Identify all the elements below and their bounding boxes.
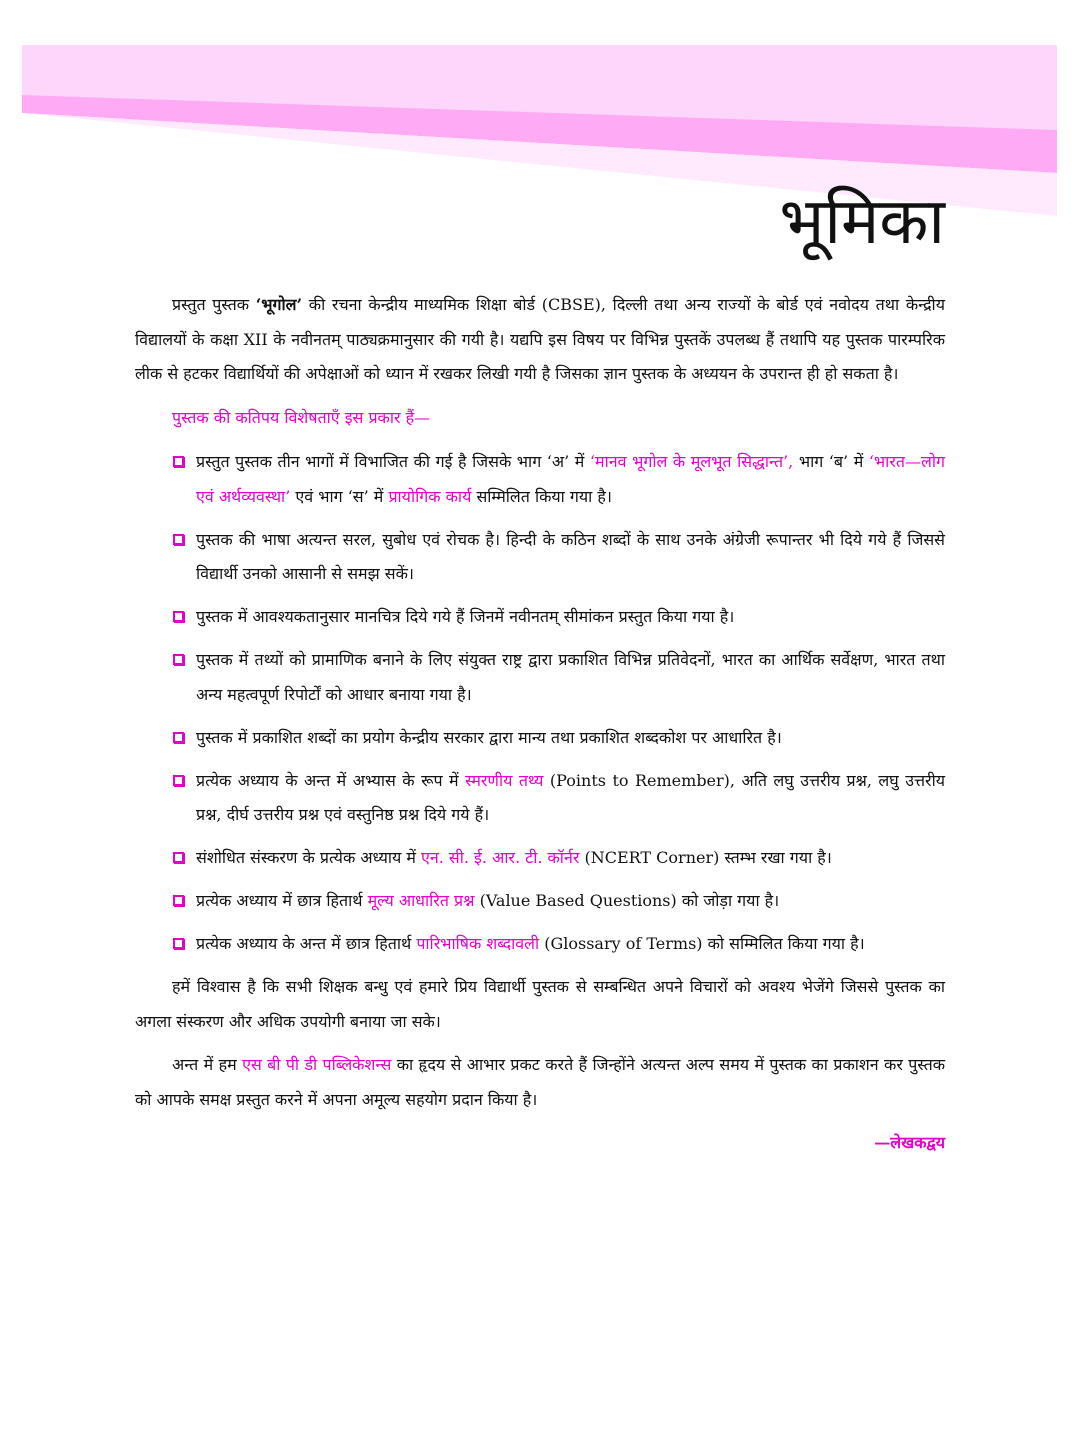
text-segment: हमें विश्वास है कि सभी शिक्षक बन्धु एवं हमारे प्रिय विद्यार्थी पुस्तक से सम्बन्धित अपने विचारों को अवश्य भेजेंगे जिससे पुस्तक का अगला संस्करण और अधिक उपयोगी बनाया जा सके। bbox=[135, 977, 945, 1031]
highlighted-text: मूल्य आधारित प्रश्न bbox=[367, 891, 475, 910]
closing-paragraphs bbox=[135, 970, 945, 1117]
feature-list-item bbox=[135, 927, 945, 962]
text-segment: (Glossary of Terms) को सम्मिलित किया गया है। bbox=[539, 934, 865, 953]
text-segment: (Value Based Questions) को जोड़ा गया है। bbox=[474, 891, 780, 910]
feature-list-item bbox=[135, 643, 945, 712]
checkbox-bullet-icon bbox=[173, 456, 184, 467]
highlighted-text: ‘मानव भूगोल के मूलभूत सिद्धान्त’, bbox=[589, 452, 794, 471]
text-segment: संशोधित संस्करण के प्रत्येक अध्याय में bbox=[196, 848, 422, 867]
text-segment: प्रत्येक अध्याय के अन्त में अभ्यास के रूप में bbox=[196, 770, 466, 790]
feature-list-item bbox=[135, 841, 945, 876]
highlighted-text: एस बी पी डी पब्लिकेशन्स bbox=[242, 1055, 392, 1074]
checkbox-bullet-icon bbox=[173, 654, 184, 665]
checkbox-bullet-icon bbox=[173, 775, 184, 786]
highlighted-text: एन. सी. ई. आर. टी. कॉर्नर bbox=[421, 848, 580, 867]
text-segment: प्रस्तुत पुस्तक तीन भागों में विभाजित की गई है जिसके भाग ‘अ’ में bbox=[196, 452, 590, 471]
checkbox-bullet-icon bbox=[173, 732, 184, 743]
checkbox-bullet-icon bbox=[173, 895, 184, 906]
text-segment: की रचना केन्द्रीय माध्यमिक शिक्षा बोर्ड (CBSE), दिल्ली तथा अन्य राज्यों के बोर्ड एवं नवोदय तथा केन्द्रीय विद्यालयों के कक्षा XII के नवीनतम् पाठ्यक्रमानुसार की गयी है। यद्यपि इस विषय पर विभिन्न पुस्तकें उपलब्ध हैं तथापि यह पुस्तक पारम्परिक लीक से हटकर विद्यार्थियों की अपेक्षाओं को ध्यान में रखकर लिखी गयी है जिसका ज्ञान पुस्तक के अध्ययन के उपरान्त ही हो सकता है। bbox=[135, 295, 945, 383]
features-list bbox=[135, 445, 945, 962]
feature-list-item bbox=[135, 884, 945, 919]
text-segment: सम्मिलित किया गया है। bbox=[471, 486, 612, 506]
text-segment: एवं भाग ‘स’ में bbox=[290, 486, 389, 506]
text-segment: भाग ‘ब’ में bbox=[793, 452, 869, 471]
text-segment: पुस्तक में प्रकाशित शब्दों का प्रयोग केन्द्रीय सरकार द्वारा मान्य तथा प्रकाशित शब्दकोश पर आधारित है। bbox=[196, 727, 782, 747]
text-segment: पुस्तक की भाषा अत्यन्त सरल, सुबोध एवं रोचक है। हिन्दी के कठिन शब्दों के साथ उनके अंग्रेजी रूपान्तर भी दिये गये हैं जिससे विद्यार्थी उनको आसानी से समझ सकें। bbox=[196, 529, 945, 583]
preface-body bbox=[135, 288, 945, 1161]
feature-list-item bbox=[135, 600, 945, 635]
page-title: भूमिका bbox=[779, 185, 945, 259]
closing-paragraph bbox=[135, 1048, 945, 1117]
text-segment: का हृदय से आभार प्रकट करते हैं जिन्होंने अत्यन्त अल्प समय में पुस्तक का प्रकाशन कर पुस्तक को आपके समक्ष प्रस्तुत करने में अपना अमूल्य सहयोग प्रदान किया है। bbox=[135, 1055, 945, 1109]
text-segment: पुस्तक में तथ्यों को प्रामाणिक बनाने के लिए संयुक्त राष्ट्र द्वारा प्रकाशित विभिन्न प्रतिवेदनों, भारत का आर्थिक सर्वेक्षण, भारत तथा अन्य महत्वपूर्ण रिपोर्टों को आधार बनाया गया है। bbox=[196, 650, 945, 704]
highlighted-text: ‘भारत—लोग एवं अर्थव्यवस्था’ bbox=[196, 452, 945, 506]
text-segment: पुस्तक में आवश्यकतानुसार मानचित्र दिये गये हैं जिनमें नवीनतम् सीमांकन प्रस्तुत किया गया है। bbox=[196, 607, 735, 626]
highlighted-text: स्मरणीय तथ्य bbox=[465, 770, 544, 790]
feature-list-item bbox=[135, 764, 945, 833]
bold-text: ‘भूगोल’ bbox=[255, 295, 303, 314]
checkbox-bullet-icon bbox=[173, 534, 184, 545]
closing-paragraph bbox=[135, 970, 945, 1039]
feature-list-item bbox=[135, 523, 945, 592]
checkbox-bullet-icon bbox=[173, 611, 184, 622]
feature-list-item bbox=[135, 721, 945, 756]
text-segment: प्रस्तुत पुस्तक bbox=[172, 295, 256, 314]
text-segment: (NCERT Corner) स्तम्भ रखा गया है। bbox=[579, 848, 832, 867]
highlighted-text: पारिभाषिक शब्दावली bbox=[416, 934, 540, 953]
text-segment: (Points to Remember), अति लघु उत्तरीय प्रश्न, लघु उत्तरीय प्रश्न, दीर्घ उत्तरीय प्रश्न एवं वस्तुनिष्ठ प्रश्न दिये गये हैं। bbox=[196, 770, 945, 824]
checkbox-bullet-icon bbox=[173, 938, 184, 949]
intro-paragraph bbox=[135, 288, 945, 392]
signature: —लेखकद्वय bbox=[874, 1133, 945, 1152]
highlighted-text: प्रायोगिक कार्य bbox=[388, 486, 472, 506]
text-segment: अन्त में हम bbox=[172, 1055, 243, 1074]
checkbox-bullet-icon bbox=[173, 852, 184, 863]
text-segment: प्रत्येक अध्याय के अन्त में छात्र हितार्थ bbox=[196, 934, 417, 953]
feature-list-item bbox=[135, 445, 945, 514]
features-heading: पुस्तक की कतिपय विशेषताएँ इस प्रकार हैं— bbox=[172, 407, 431, 427]
text-segment: प्रत्येक अध्याय में छात्र हितार्थ bbox=[196, 891, 368, 910]
